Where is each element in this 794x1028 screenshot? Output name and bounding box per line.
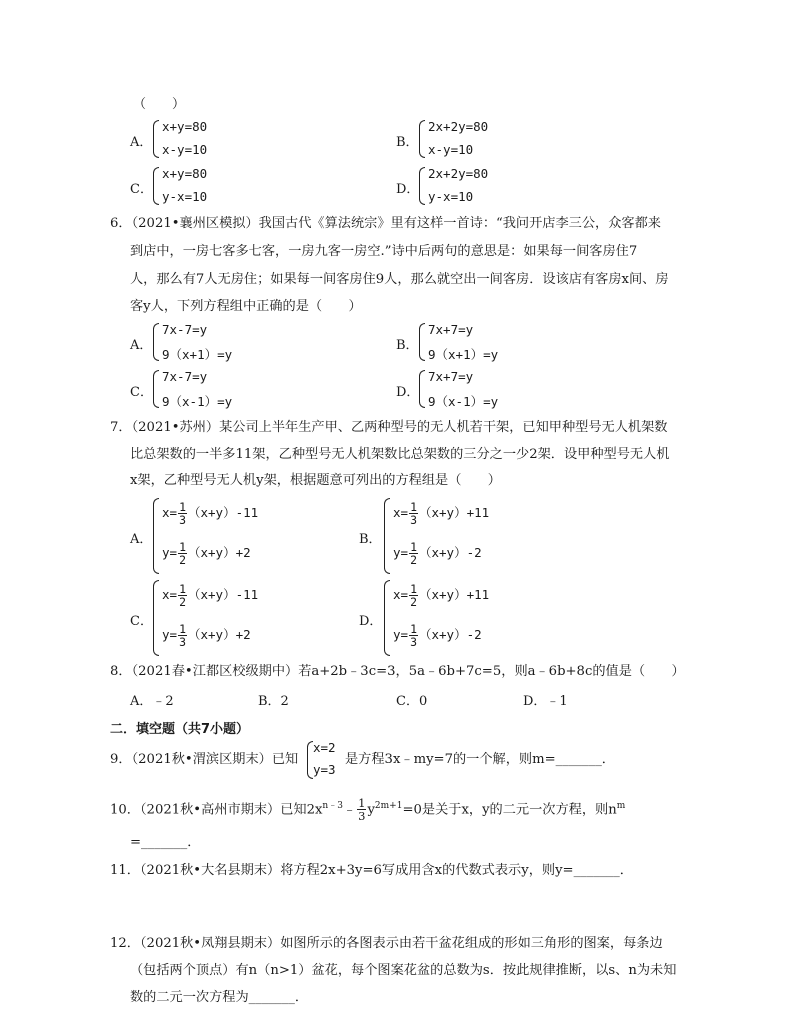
q7-option-c-label: C． (130, 614, 153, 629)
q7-option-a-label: A． (130, 532, 153, 547)
q6-option-d-eq2: 9（x-1）=y (428, 394, 499, 409)
fraction: $\frac{1}{3}$ (410, 500, 417, 527)
q7-option-a-eq1: x= $\frac{1}{3}$ （x+y）-11 (162, 500, 259, 527)
q5-option-b-label: B． (396, 135, 419, 150)
q7-option-c-eq1: x= $\frac{1}{2}$ （x+y）-11 (162, 582, 259, 609)
q6-line-3: 人，那么有7人无房住；如果每一间客房住9人，那么就空出一间客房．设该店有客房x间、房 (130, 272, 669, 287)
q6-option-c-eq2: 9（x-1）=y (162, 394, 233, 409)
q5-option-d-eq2: y-x=10 (428, 189, 474, 204)
fraction: $\frac{1}{2}$ (410, 540, 417, 567)
q7-option-d-eq1: x= $\frac{1}{2}$ （x+y）+11 (393, 582, 490, 609)
section-title-fill-in: 二．填空题（共7小题） (110, 722, 250, 737)
q6-option-b-eq1: 7x+7=y (428, 322, 474, 337)
q6-option-c-label: C． (130, 385, 153, 400)
q7-option-b-brace (384, 498, 390, 574)
fraction: $\frac{1}{2}$ (179, 582, 186, 609)
q6-option-b-eq2: 9（x+1）=y (428, 347, 499, 362)
q6-option-b-brace (419, 323, 425, 361)
q12-line-2: （包括两个顶点）有n（n>1）盆花，每个图案花盆的总数为s．按此规律推断，以s、n为未知 (130, 963, 677, 978)
fraction: $\frac{1}{3}$ (179, 500, 186, 527)
q7-line-2: 比总架数的一半多11架，乙种型号无人机架数比总架数的三分之一少2架．设甲种型号无人机 (130, 447, 670, 462)
q6-option-d-label: D． (396, 385, 420, 400)
q7-option-c-brace (153, 580, 159, 656)
q8-stem: 8．（2021春•江都区校级期中）若a+2b﹣3c=3，5a﹣6b+7c=5，则a﹣6b+8c的值是（ ） (110, 664, 685, 679)
q12-line-3: 数的二元一次方程为_______． (130, 990, 309, 1005)
q5-option-b-eq2: x-y=10 (428, 142, 474, 157)
q9-prefix: 9．（2021秋•渭滨区期末）已知 (110, 752, 299, 767)
q6-option-a-brace (153, 323, 159, 361)
q7-option-b-label: B． (359, 532, 382, 547)
q6-option-a-label: A． (130, 338, 153, 353)
q6-option-d-brace (419, 370, 425, 408)
fraction: $\frac{1}{2}$ (179, 540, 186, 567)
q7-option-d-brace (384, 580, 390, 656)
q5-option-c-eq1: x+y=80 (162, 166, 208, 181)
q6-line-4: 客y人，下列方程组中正确的是（ ） (130, 299, 362, 314)
q12-line-1: 12．（2021秋•凤翔县期末）如图所示的各图表示由若干盆花组成的形如三角形的图案，每条边 (110, 936, 663, 951)
q5-option-a-brace (153, 120, 159, 158)
q6-option-a-eq2: 9（x+1）=y (162, 347, 233, 362)
q7-option-a-brace (153, 498, 159, 574)
q8-option-b: B．2 (258, 694, 289, 709)
q7-option-d-eq2: y= $\frac{1}{3}$ （x+y）-2 (393, 622, 482, 649)
q5-option-c-label: C． (130, 182, 153, 197)
q7-option-b-eq2: y= $\frac{1}{2}$ （x+y）-2 (393, 540, 482, 567)
q6-option-d-eq1: 7x+7=y (428, 369, 474, 384)
fraction: $\frac{1}{3}$ (410, 622, 417, 649)
fraction: $\frac{1}{3}$ (358, 796, 366, 824)
q6-option-b-label: B． (396, 338, 419, 353)
q6-line-2: 到店中，一房七客多七客，一房九客一房空.”诗中后两句的意思是：如果每一间客房住7 (130, 244, 638, 259)
q8-option-a: A．﹣2 (130, 694, 174, 709)
q5-option-d-eq1: 2x+2y=80 (428, 166, 489, 181)
q6-option-c-eq1: 7x-7=y (162, 369, 208, 384)
q6-option-a-eq1: 7x-7=y (162, 322, 208, 337)
q5-option-a-eq2: x-y=10 (162, 142, 208, 157)
fraction: $\frac{1}{2}$ (410, 582, 417, 609)
q10-stem: 10．（2021秋•高州市期末）已知$2x^{n﹣3}﹣$ $\frac{1}{3}$ $y^{2m+1}=0$是关于x，y的二元一次方程，则$n^m$ (110, 796, 626, 824)
q7-option-a-eq2: y= $\frac{1}{2}$ （x+y）+2 (162, 540, 251, 567)
q5-option-b-brace (419, 120, 425, 158)
q5-option-b-eq1: 2x+2y=80 (428, 119, 489, 134)
q6-line-1: 6．（2021•襄州区模拟）我国古代《算法统宗》里有这样一首诗：“我问开店李三公，众客都来 (110, 216, 661, 231)
q11-stem: 11．（2021秋•大名县期末）将方程2x+3y=6写成用含x的代数式表示y，则y=_______． (110, 863, 633, 878)
q7-line-1: 7．（2021•苏州）某公司上半年生产甲、乙两种型号的无人机若干架，已知甲种型号无人机架数 (110, 420, 668, 435)
q7-option-c-eq2: y= $\frac{1}{3}$ （x+y）+2 (162, 622, 251, 649)
q5-option-d-brace (419, 167, 425, 205)
q8-option-c: C．0 (396, 694, 428, 709)
q7-option-b-eq1: x= $\frac{1}{3}$ （x+y）+11 (393, 500, 490, 527)
q5-option-a-eq1: x+y=80 (162, 119, 208, 134)
q5-option-c-brace (153, 167, 159, 205)
q9-eq2: y=3 (313, 762, 336, 777)
q7-line-3: x架，乙种型号无人机y架，根据题意可列出的方程组是（ ） (130, 473, 501, 488)
q5-answer-blank: （ ） (133, 97, 186, 112)
q5-option-d-label: D． (396, 182, 420, 197)
fraction: $\frac{1}{3}$ (179, 622, 186, 649)
q6-option-c-brace (153, 370, 159, 408)
q10-answer-line: =_______． (130, 835, 201, 850)
q5-option-c-eq2: y-x=10 (162, 189, 208, 204)
q5-option-a-label: A． (130, 135, 153, 150)
q9-eq1: x=2 (313, 740, 336, 755)
q8-option-d: D．﹣1 (523, 694, 568, 709)
q7-option-d-label: D． (359, 614, 383, 629)
q9-suffix: 是方程3x﹣my=7的一个解，则m=_______． (345, 752, 615, 767)
